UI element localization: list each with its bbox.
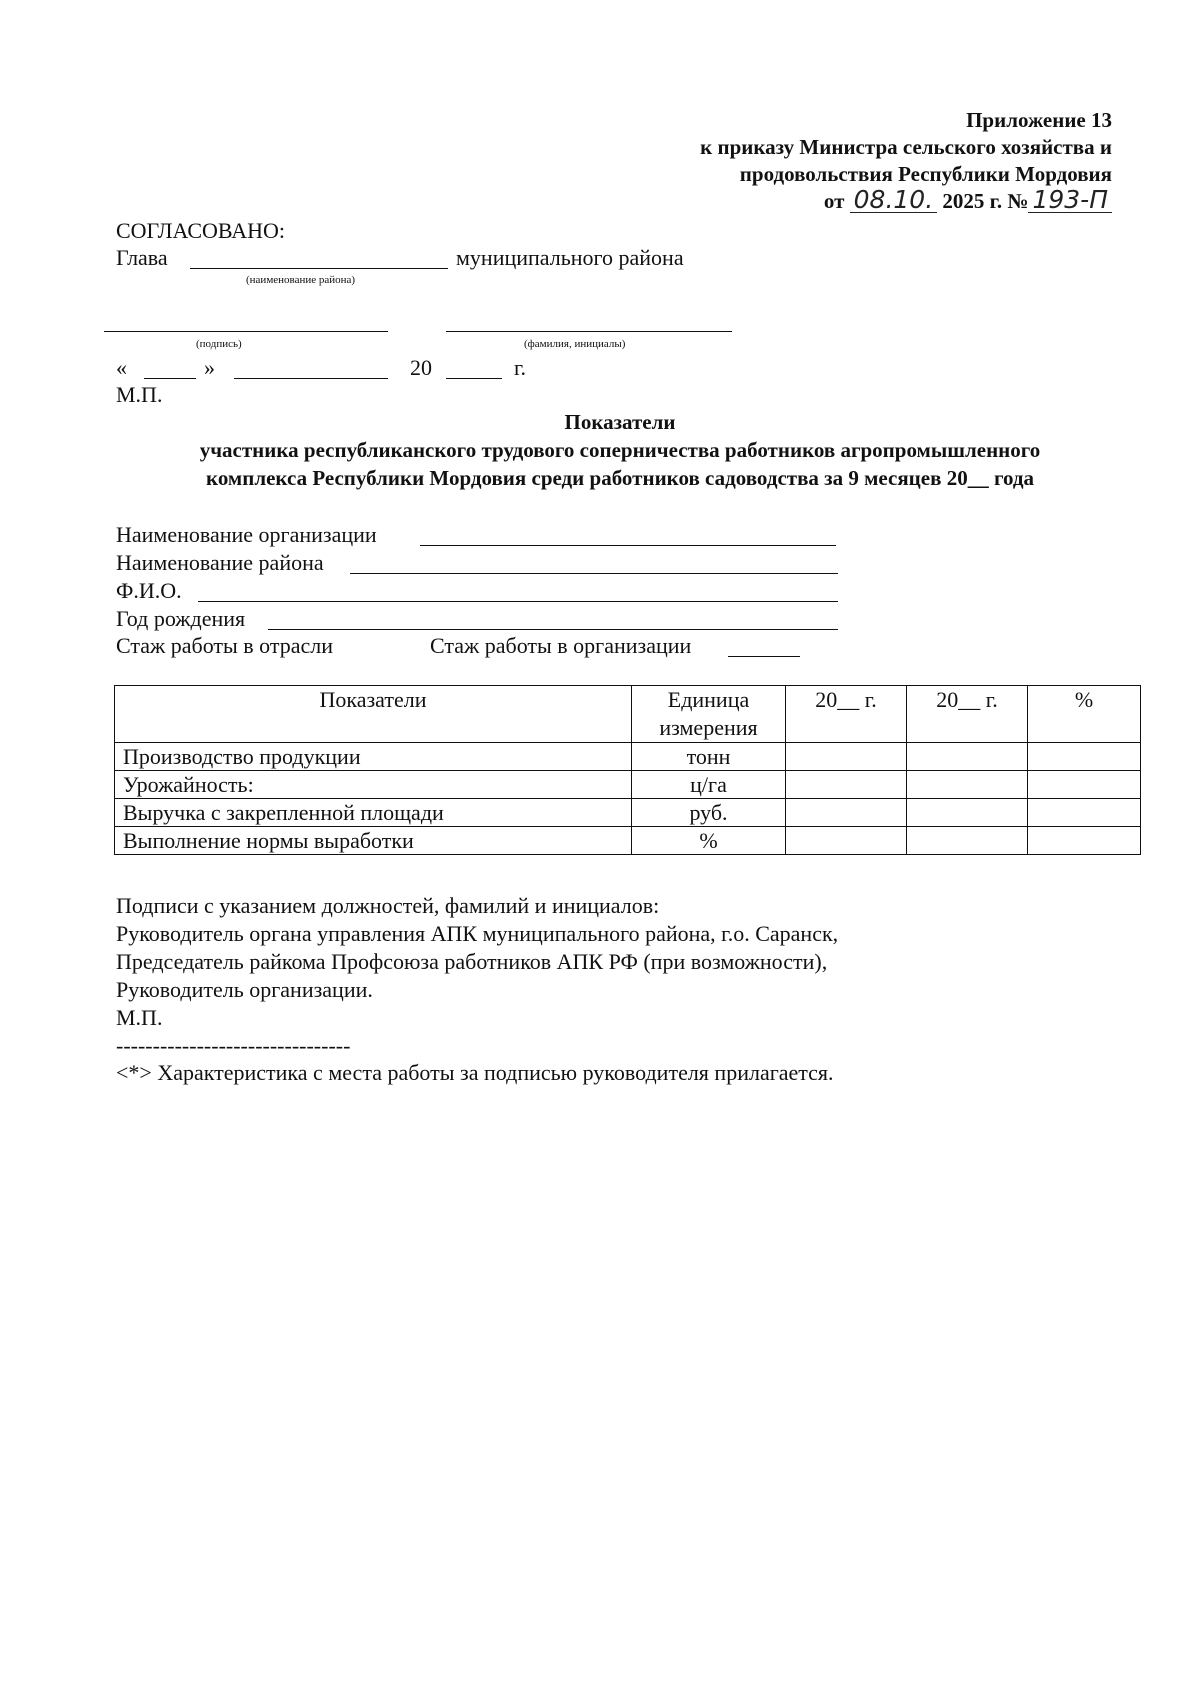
table-row	[115, 827, 1141, 855]
cell-year-1[interactable]	[786, 771, 907, 799]
order-reference: к приказу Министра сельского хозяйства и	[700, 135, 1112, 159]
ministry-name: продовольствия Республики Мордовия	[739, 162, 1112, 186]
quote-close: »	[204, 355, 215, 380]
industry-experience-label: Стаж работы в отрасли	[116, 633, 334, 658]
cell-percent[interactable]	[1028, 743, 1141, 771]
signature-caption: (подпись)	[196, 338, 242, 350]
header-indicators: Показатели	[115, 686, 632, 743]
birth-year-label: Год рождения	[116, 606, 246, 631]
year-prefix: 20	[410, 355, 432, 380]
row-unit: руб.	[632, 799, 786, 827]
org-experience-line	[728, 656, 800, 657]
quote-open: «	[116, 355, 127, 380]
row-indicator: Урожайность:	[115, 771, 632, 799]
signatures-heading: Подписи с указанием должностей, фамилий и инициалов:	[116, 893, 660, 918]
table-header-row	[115, 686, 1141, 743]
district-caption: (наименование района)	[246, 274, 356, 286]
footer-stamp: М.П.	[116, 1005, 163, 1030]
signatory-apk-head: Руководитель органа управления АПК муниципального района, г.о. Саранск,	[116, 921, 839, 946]
appendix-number: Приложение 13	[966, 108, 1112, 132]
birth-year-line	[268, 629, 838, 630]
document-subtitle-line1: участника республиканского трудового соперничества работников агропромышленного	[199, 438, 1041, 462]
approval-stamp: М.П.	[116, 382, 163, 407]
row-unit: тонн	[632, 743, 786, 771]
org-experience-label: Стаж работы в организации	[430, 633, 692, 658]
order-date-line	[412, 185, 1112, 214]
cell-year-1[interactable]	[786, 827, 907, 855]
district-suffix: муниципального района	[456, 245, 684, 270]
organization-label: Наименование организации	[116, 522, 377, 547]
signatory-org-head: Руководитель организации.	[116, 977, 373, 1002]
row-indicator: Производство продукции	[115, 743, 632, 771]
day-line	[144, 378, 196, 379]
cell-year-2[interactable]	[907, 827, 1028, 855]
month-line	[234, 378, 388, 379]
district-name-line	[190, 268, 448, 269]
header-year-2: 20__ г.	[907, 686, 1028, 743]
cell-year-1[interactable]	[786, 743, 907, 771]
year-line	[446, 378, 502, 379]
organization-line	[420, 545, 836, 546]
handwritten-date: 08.10.	[850, 188, 938, 213]
row-indicator: Выручка с закрепленной площади	[115, 799, 632, 827]
name-caption: (фамилия, инициалы)	[524, 338, 626, 350]
table-row	[115, 771, 1141, 799]
district-label: Наименование района	[116, 550, 324, 575]
table-row	[115, 743, 1141, 771]
date-prefix: от	[823, 189, 845, 213]
agreed-label: СОГЛАСОВАНО:	[116, 218, 285, 243]
header-unit: Единица измерения	[632, 686, 786, 743]
signature-line	[104, 331, 388, 332]
indicators-table	[114, 685, 1141, 855]
cell-year-1[interactable]	[786, 799, 907, 827]
table-row	[115, 799, 1141, 827]
cell-percent[interactable]	[1028, 799, 1141, 827]
district-line	[350, 573, 838, 574]
cell-year-2[interactable]	[907, 799, 1028, 827]
signatory-union-chair: Председатель райкома Профсоюза работников АПК РФ (при возможности),	[116, 949, 828, 974]
cell-percent[interactable]	[1028, 771, 1141, 799]
date-year: 2025 г. №	[942, 189, 1029, 213]
fio-line	[198, 601, 838, 602]
cell-percent[interactable]	[1028, 827, 1141, 855]
document-subtitle-line2: комплекса Республики Мордовия среди работников садоводства за 9 месяцев 20__ года	[206, 466, 1034, 490]
cell-year-2[interactable]	[907, 743, 1028, 771]
header-year-1: 20__ г.	[786, 686, 907, 743]
handwritten-order-number: 193-П	[1028, 188, 1112, 213]
footnote-separator: --------------------------------	[116, 1033, 351, 1058]
footnote: <*> Характеристика с места работы за подписью руководителя прилагается.	[116, 1060, 834, 1085]
row-unit: %	[632, 827, 786, 855]
cell-year-2[interactable]	[907, 771, 1028, 799]
header-percent: %	[1028, 686, 1141, 743]
row-unit: ц/га	[632, 771, 786, 799]
head-label: Глава	[116, 245, 168, 270]
year-suffix: г.	[514, 355, 527, 380]
document-title: Показатели	[564, 410, 676, 434]
row-indicator: Выполнение нормы выработки	[115, 827, 632, 855]
fio-label: Ф.И.О.	[116, 578, 182, 603]
name-line	[446, 331, 732, 332]
